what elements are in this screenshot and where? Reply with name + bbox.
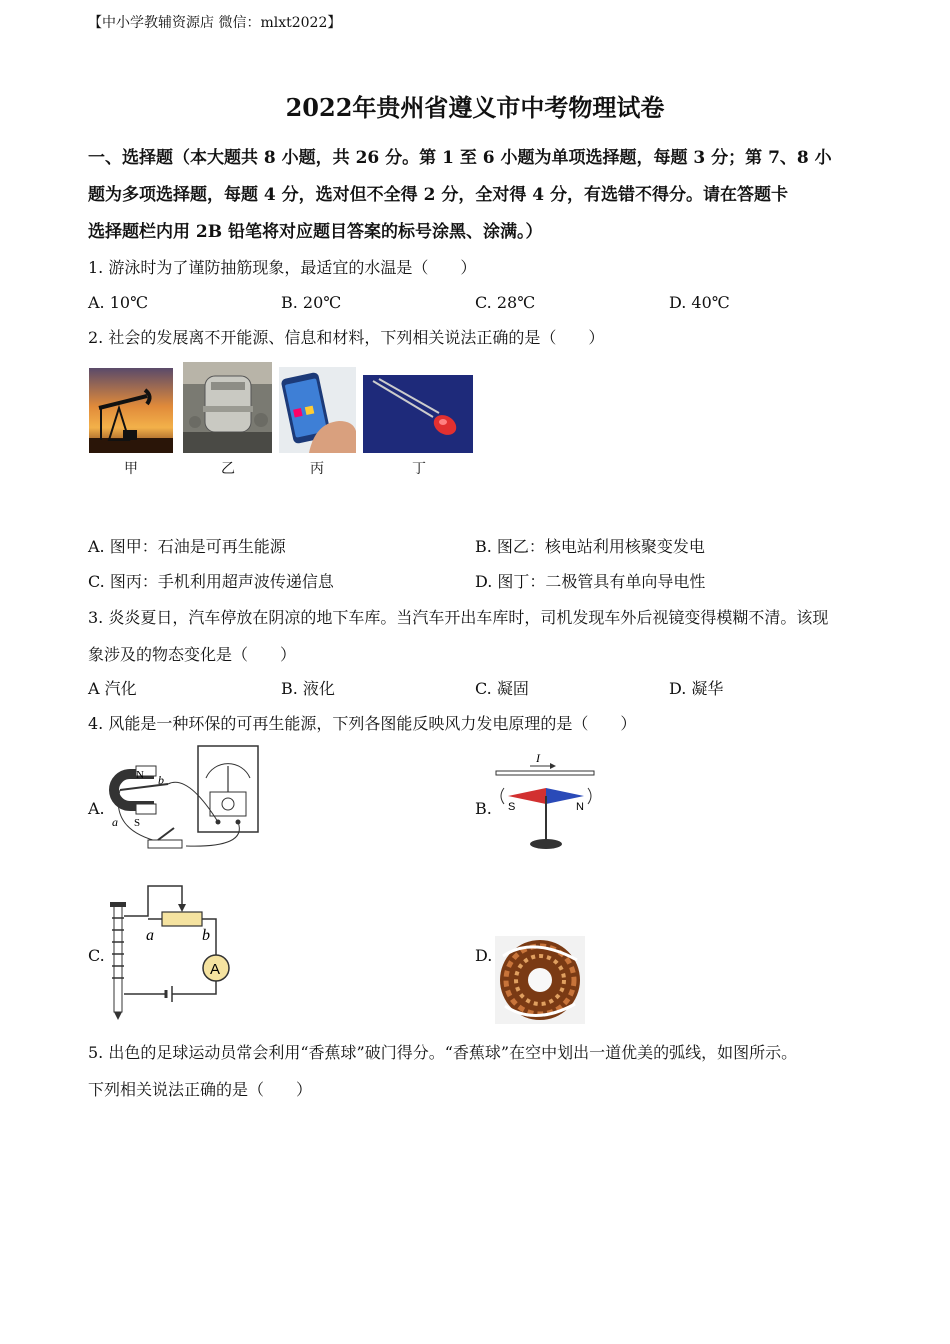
question-3-stem-line-1: 3. 炎炎夏日，汽车停放在阴凉的地下车库。当汽车开出车库时，司机发现车外后视镜变得模糊不清。该现 (88, 608, 829, 627)
image-caption-jia: 甲 (124, 461, 138, 477)
question-3-option-b[interactable]: B. 液化 (281, 679, 335, 698)
mobile-phone-image (279, 367, 356, 453)
question-1-option-c[interactable]: C. 28℃ (475, 293, 536, 312)
question-1-stem: 1. 游泳时为了谨防抽筋现象，最适宜的水温是（ ） (88, 258, 477, 277)
question-2-option-a[interactable]: A. 图甲：石油是可再生能源 (88, 537, 286, 556)
question-3-option-c[interactable]: C. 凝固 (475, 679, 529, 698)
question-4-option-c[interactable]: C. (88, 946, 105, 965)
question-1-option-b[interactable]: B. 20℃ (281, 293, 342, 312)
figure-a-induction-apparatus (106, 744, 262, 856)
figure-c-label-a: a (146, 927, 154, 944)
header-note: 【中小学教辅资源店 微信：mlxt2022】 (88, 15, 342, 31)
figure-c-electromagnet-circuit (106, 882, 236, 1022)
figure-a-label-b: b (158, 773, 164, 787)
question-3-option-d[interactable]: D. 凝华 (669, 679, 724, 698)
nuclear-reactor-image (183, 362, 272, 453)
section-heading (88, 140, 868, 251)
section-heading-line-2: 题为多项选择题，每题 4 分，选对但不全得 2 分，全对得 4 分，有选错不得分。请在答题卡 (88, 185, 788, 205)
question-3-stem-line-2: 象涉及的物态变化是（ ） (88, 645, 297, 664)
figure-a-label-s: S (134, 817, 141, 829)
figure-a-label-n: N (136, 769, 144, 781)
section-heading-line-3: 选择题栏内用 2B 铅笔将对应题目答案的标号涂黑、涂满。） (88, 222, 543, 242)
led-diode-image (363, 375, 473, 453)
image-caption-ding: 丁 (412, 461, 426, 477)
question-5-stem-line-1: 5. 出色的足球运动员常会利用“香蕉球”破门得分。“香蕉球”在空中划出一道优美的弧线，如图所示。 (88, 1043, 798, 1062)
question-2-option-d[interactable]: D. 图丁：二极管具有单向导电性 (475, 572, 706, 591)
figure-b-label-current: I (536, 751, 540, 765)
figure-b-label-s: S (508, 801, 516, 813)
question-4-option-b[interactable]: B. (475, 799, 492, 818)
figure-c-label-b: b (202, 927, 210, 944)
image-caption-bing: 丙 (310, 461, 324, 477)
figure-d-toroidal-coil-image (495, 936, 585, 1024)
figure-b-label-n: N (576, 801, 584, 813)
question-2-stem: 2. 社会的发展离不开能源、信息和材料，下列相关说法正确的是（ ） (88, 328, 605, 347)
oil-pump-image (89, 368, 173, 453)
page-title: 2022年贵州省遵义市中考物理试卷 (285, 93, 665, 122)
question-4-option-a[interactable]: A. (88, 799, 105, 818)
question-1-option-a[interactable]: A. 10℃ (88, 293, 148, 312)
question-1-option-d[interactable]: D. 40℃ (669, 293, 730, 312)
question-3-option-a[interactable]: A 汽化 (88, 679, 137, 698)
question-2-option-c[interactable]: C. 图丙：手机利用超声波传递信息 (88, 572, 334, 591)
question-4-stem: 4. 风能是一种环保的可再生能源，下列各图能反映风力发电原理的是（ ） (88, 714, 637, 733)
ammeter-label: A (210, 961, 221, 978)
figure-b-oersted-experiment (494, 748, 596, 852)
figure-a-label-a: a (112, 815, 118, 829)
section-heading-line-1: 一、选择题（本大题共 8 小题，共 26 分。第 1 至 6 小题为单项选择题，每题 3 分；第 7、8 小 (88, 148, 832, 168)
question-5-stem-line-2: 下列相关说法正确的是（ ） (88, 1080, 313, 1099)
image-caption-yi: 乙 (221, 461, 235, 477)
question-2-option-b[interactable]: B. 图乙：核电站利用核聚变发电 (475, 537, 705, 556)
question-4-option-d[interactable]: D. (475, 946, 493, 965)
